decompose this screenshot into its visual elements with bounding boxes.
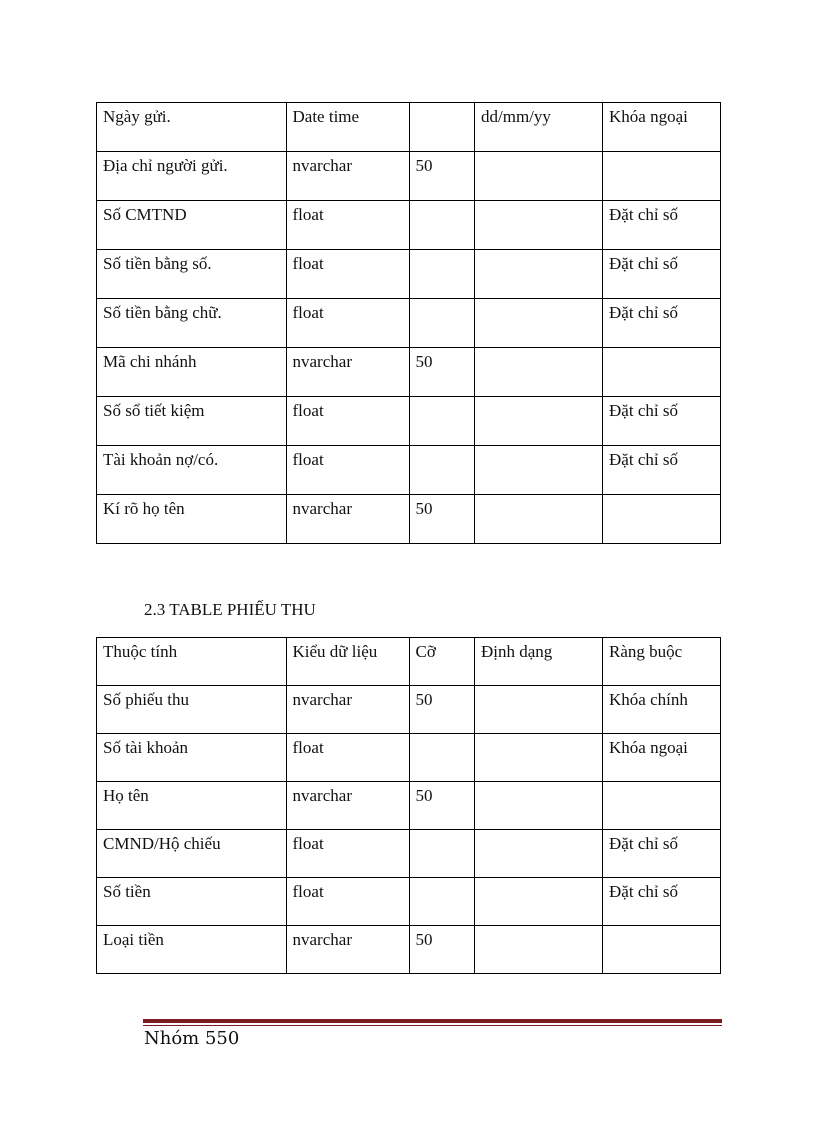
table-cell: Tài khoản nợ/có. — [97, 446, 287, 495]
table-body — [97, 686, 721, 974]
table-cell: Số phiếu thu — [97, 686, 287, 734]
table-cell — [475, 397, 603, 446]
table-row — [97, 926, 721, 974]
table-header — [97, 638, 721, 686]
table-cell: Khóa chính — [603, 686, 721, 734]
table-cell: float — [286, 830, 409, 878]
table-cell — [409, 397, 475, 446]
table-cell: 50 — [409, 348, 475, 397]
table-cell: nvarchar — [286, 926, 409, 974]
table-row — [97, 830, 721, 878]
table-cell: Mã chi nhánh — [97, 348, 287, 397]
table-cell: float — [286, 878, 409, 926]
table-cell — [475, 348, 603, 397]
table-cell — [475, 446, 603, 495]
footer-group-label: Nhóm 550 — [144, 1028, 240, 1049]
table-cell: nvarchar — [286, 495, 409, 544]
table-cell: Họ tên — [97, 782, 287, 830]
table-cell: Số tiền — [97, 878, 287, 926]
header-cell: Cỡ — [409, 638, 475, 686]
table-cell: Số sổ tiết kiệm — [97, 397, 287, 446]
table-row — [97, 152, 721, 201]
table-cell: Ngày gửi. — [97, 103, 287, 152]
data-table-continued — [96, 102, 721, 544]
header-cell: Định dạng — [475, 638, 603, 686]
table-cell — [603, 348, 721, 397]
table-row — [97, 686, 721, 734]
header-cell: Thuộc tính — [97, 638, 287, 686]
table-cell: dd/mm/yy — [475, 103, 603, 152]
table-cell: 50 — [409, 686, 475, 734]
table-row — [97, 495, 721, 544]
table-cell: Đặt chỉ số — [603, 250, 721, 299]
table-row — [97, 103, 721, 152]
table-cell — [409, 830, 475, 878]
table-cell — [475, 250, 603, 299]
table-cell: Đặt chỉ số — [603, 397, 721, 446]
table-cell — [475, 686, 603, 734]
table-row — [97, 201, 721, 250]
table-cell — [475, 926, 603, 974]
table-cell: Đặt chỉ số — [603, 878, 721, 926]
table-cell — [603, 926, 721, 974]
table-cell: nvarchar — [286, 782, 409, 830]
table-cell: Đặt chỉ số — [603, 446, 721, 495]
table-cell — [475, 830, 603, 878]
table-cell — [409, 250, 475, 299]
table-cell — [603, 152, 721, 201]
table-cell: float — [286, 397, 409, 446]
table-cell: Đặt chỉ số — [603, 299, 721, 348]
table-cell — [475, 299, 603, 348]
table-row — [97, 348, 721, 397]
table-cell: Khóa ngoại — [603, 103, 721, 152]
table-cell: Số CMTND — [97, 201, 287, 250]
table-row — [97, 446, 721, 495]
table-cell — [409, 201, 475, 250]
table-cell — [475, 782, 603, 830]
table-cell: Kí rõ họ tên — [97, 495, 287, 544]
table-cell: Date time — [286, 103, 409, 152]
table-cell: nvarchar — [286, 152, 409, 201]
table-cell: float — [286, 250, 409, 299]
phieu-thu-table — [96, 637, 721, 974]
table-cell: 50 — [409, 782, 475, 830]
footer-divider-thin — [143, 1025, 722, 1026]
table-cell: Số tiền bằng số. — [97, 250, 287, 299]
table-cell — [475, 201, 603, 250]
table-cell: 50 — [409, 152, 475, 201]
table-cell: Loại tiền — [97, 926, 287, 974]
table-row — [97, 782, 721, 830]
table-cell: nvarchar — [286, 348, 409, 397]
table-cell: float — [286, 446, 409, 495]
footer-divider-thick — [143, 1019, 722, 1023]
table-row — [97, 878, 721, 926]
table-cell: 50 — [409, 495, 475, 544]
table-row — [97, 734, 721, 782]
table-cell — [409, 878, 475, 926]
table-row — [97, 397, 721, 446]
table-cell: Đặt chỉ số — [603, 201, 721, 250]
table-cell: Địa chỉ người gửi. — [97, 152, 287, 201]
table-cell: nvarchar — [286, 686, 409, 734]
table-cell — [409, 734, 475, 782]
table-cell — [409, 446, 475, 495]
table-cell: Số tiền bằng chữ. — [97, 299, 287, 348]
table-cell: float — [286, 734, 409, 782]
table-cell: float — [286, 299, 409, 348]
table-cell: Khóa ngoại — [603, 734, 721, 782]
table-cell — [603, 495, 721, 544]
table-cell: Số tài khoản — [97, 734, 287, 782]
table-cell — [409, 103, 475, 152]
table-cell — [475, 734, 603, 782]
footer-divider — [143, 1019, 722, 1027]
table-cell — [603, 782, 721, 830]
table-cell — [475, 495, 603, 544]
header-cell: Kiểu dữ liệu — [286, 638, 409, 686]
table-cell: Đặt chỉ số — [603, 830, 721, 878]
header-row — [97, 638, 721, 686]
table-cell — [475, 878, 603, 926]
table-cell: 50 — [409, 926, 475, 974]
table-cell — [475, 152, 603, 201]
table-cell — [409, 299, 475, 348]
table-body — [97, 103, 721, 544]
table-row — [97, 299, 721, 348]
table-row — [97, 250, 721, 299]
section-heading: 2.3 TABLE PHIẾU THU — [144, 600, 316, 619]
table-cell: float — [286, 201, 409, 250]
table-cell: CMND/Hộ chiếu — [97, 830, 287, 878]
header-cell: Ràng buộc — [603, 638, 721, 686]
